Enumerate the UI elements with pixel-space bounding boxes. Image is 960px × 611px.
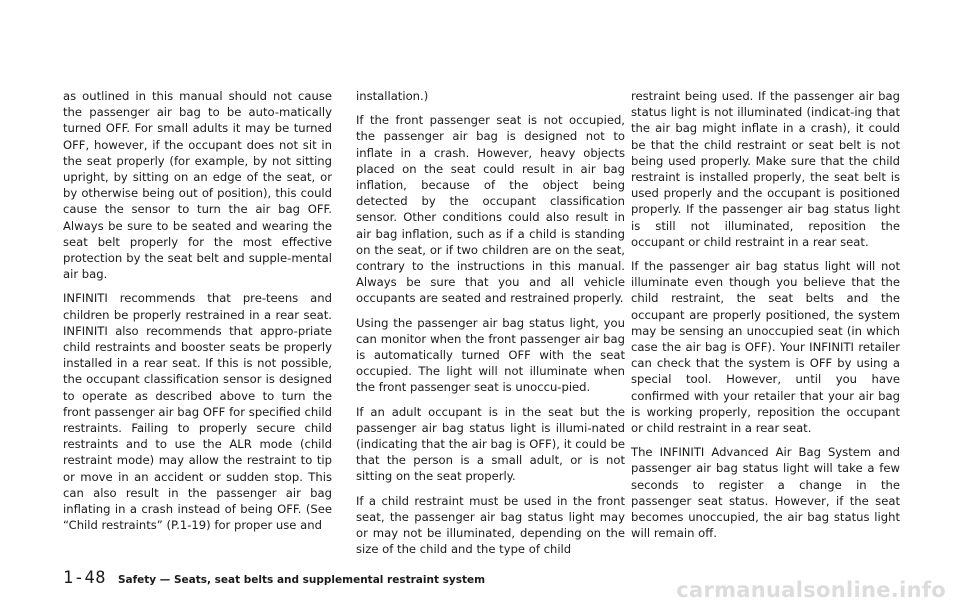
text-column-1 xyxy=(63,88,332,533)
text-column-3 xyxy=(631,88,900,541)
page-footer xyxy=(63,568,485,588)
paragraph: If the front passenger seat is not occupied, the passenger air bag is designed not to inflate in a crash. However, heavy objects placed on the seat could result in air bag inflation, because of the object being detected by the occupant classification sensor. Other conditions could also result in air bag inflation, such as if a child is standing on the seat, or if two children are on the seat, contrary to the instructions in this manual. Always be sure that you and all vehicle occupants are seated and restrained properly. xyxy=(356,113,625,306)
watermark: carmanualsonline.info xyxy=(676,578,946,602)
paragraph: Using the passenger air bag status light, you can monitor when the front passenger air bag is automatically turned OFF with the seat occupied. The light will not illuminate when the front passenger seat is unoccu-pied. xyxy=(356,315,625,395)
paragraph: restraint being used. If the passenger air bag status light is not illuminated (indicat-ing that the air bag might inflate in a crash), it could be that the child restraint or seat belt is not being used properly. Make sure that the child restraint is installed properly, the seat belt is used properly and the occupant is positioned properly. If the passenger air bag status light is still not illuminated, reposition the occupant or child restraint in a rear seat. xyxy=(631,89,900,249)
paragraph: INFINITI recommends that pre-teens and children be properly restrained in a rear seat. INFINITI also recommends that appro-priate child restraints and booster seats be properly installed in a rear seat. If this is not possible, the occupant classification sensor is designed to operate as described above to turn the front passenger air bag OFF for specified child restraints. Failing to properly secure child restraints and to use the ALR mode (child restraint mode) may allow the restraint to tip or move in an accident or sudden stop. This can also result in the passenger air bag inflating in a crash instead of being OFF. (See “Child restraints” (P.1-19) for proper use and xyxy=(63,291,332,533)
page-number: 1-48 xyxy=(63,568,106,588)
paragraph: If the passenger air bag status light will not illuminate even though you believe that the child restraint, the seat belts and the occupant are properly positioned, the system may be sensing an unoccupied seat (in which case the air bag is OFF). Your INFINITI retailer can check that the system is OFF by using a special tool. However, until you have confirmed with your retailer that your air bag is working properly, reposition the occupant or child restraint in a rear seat. xyxy=(631,259,900,436)
paragraph: The INFINITI Advanced Air Bag System and passenger air bag status light will take a few seconds to register a change in the passenger seat status. However, if the seat becomes unoccupied, the air bag status light will remain off. xyxy=(631,445,900,541)
paragraph: If an adult occupant is in the seat but the passenger air bag status light is illumi-nated (indicating that the air bag is OFF), it could be that the person is a small adult, or is not sitting on the seat properly. xyxy=(356,404,625,484)
paragraph: If a child restraint must be used in the front seat, the passenger air bag status light may or may not be illuminated, depending on the size of the child and the type of child xyxy=(356,493,625,557)
section-title: Safety — Seats, seat belts and supplemental restraint system xyxy=(117,574,486,586)
paragraph: installation.) xyxy=(356,89,429,103)
text-column-2 xyxy=(356,88,625,557)
paragraph: as outlined in this manual should not cause the passenger air bag to be auto-matically turned OFF. For small adults it may be turned OFF, however, if the occupant does not sit in the seat properly (for example, by not sitting upright, by sitting on an edge of the seat, or by otherwise being out of position), this could cause the sensor to turn the air bag OFF. Always be sure to be seated and wearing the seat belt properly for the most effective protection by the seat belt and supple-mental air bag. xyxy=(63,89,332,282)
